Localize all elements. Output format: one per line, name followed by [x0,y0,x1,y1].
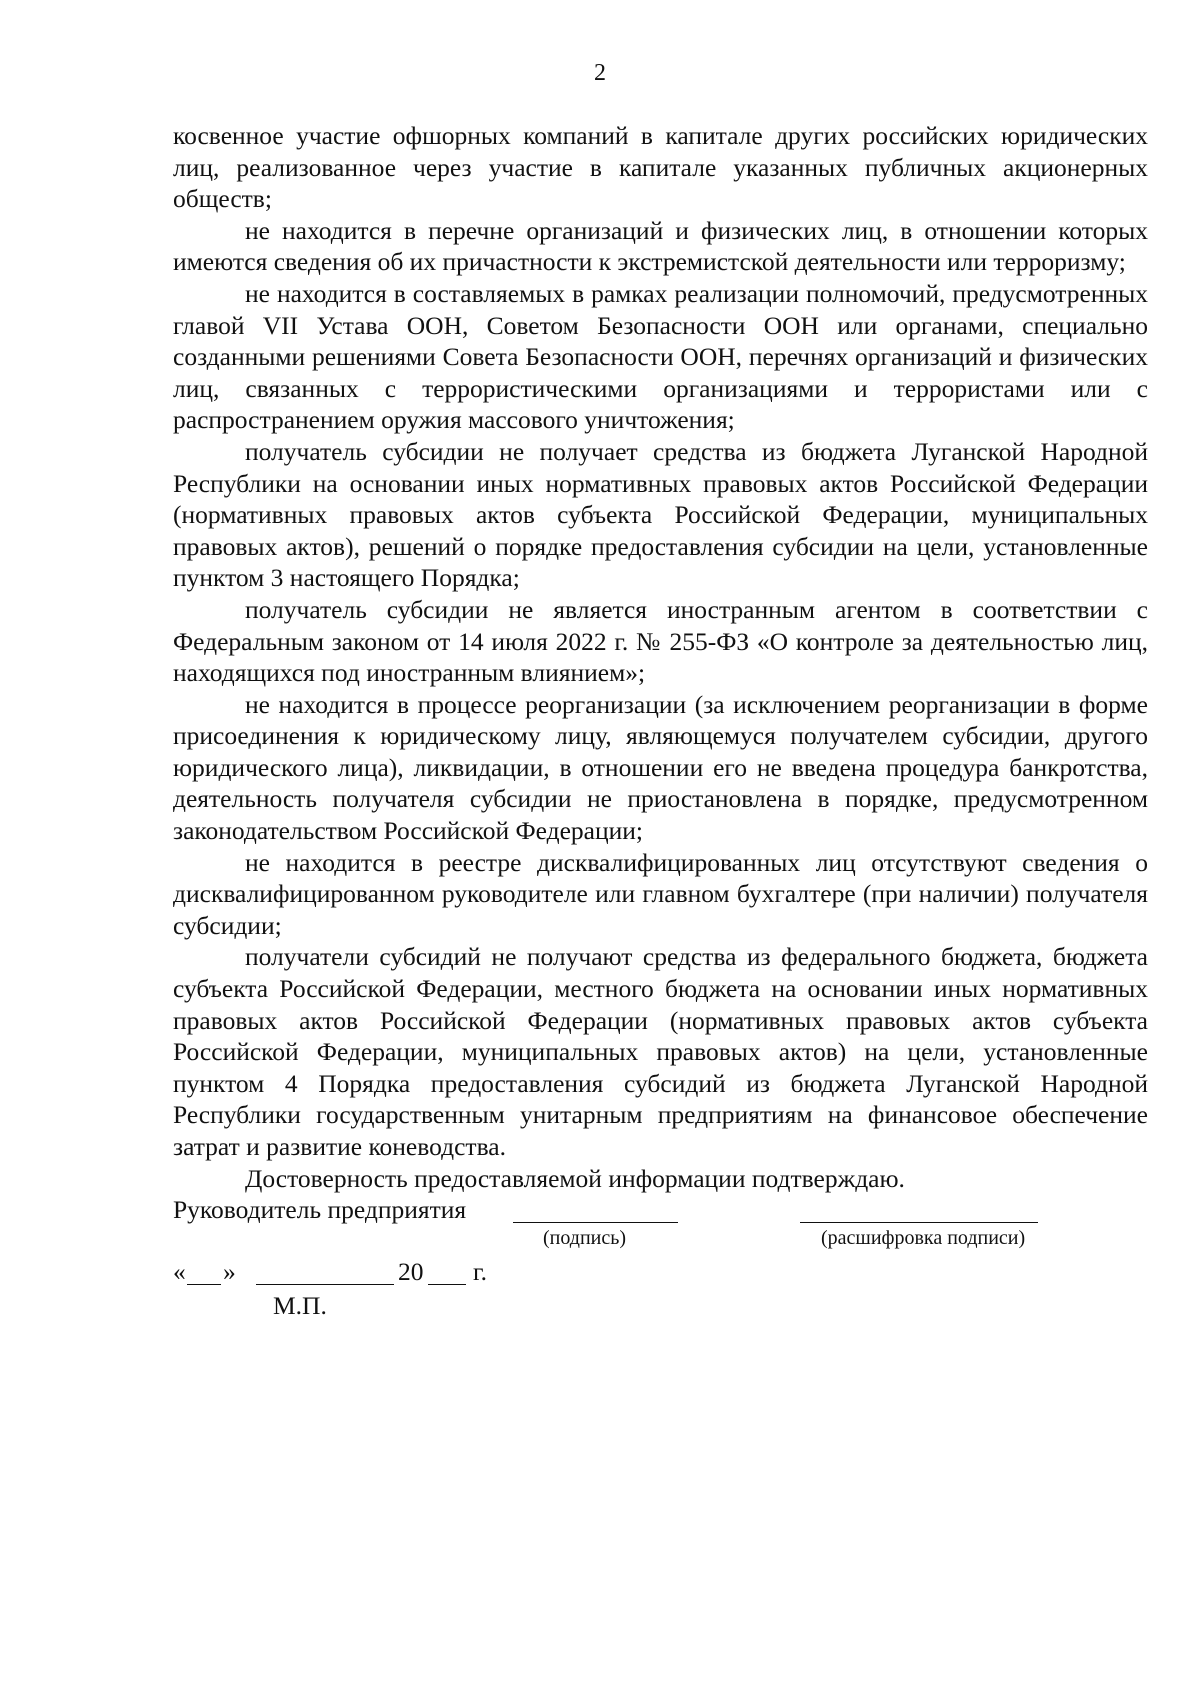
paragraph: не находится в перечне организаций и физических лиц, в отношении которых имеются сведения об их причастности к экстремистской деятельности или терроризму; [173,215,1148,277]
page-number: 2 [594,60,606,86]
paragraph: не находится в составляемых в рамках реализации полномочий, предусмотренных главой VII Устава ООН, Советом Безопасности ООН или органами, специально созданными решениями Совета Безопасности ООН, перечнях организаций и физических лиц, связанных с террористическими организациями и террористами или с распространением оружия массового уничтожения; [173,278,1148,435]
year-suffix: г. [473,1257,487,1287]
stamp-row [173,1290,1148,1324]
paragraph: получатель субсидии не является иностранным агентом в соответствии с Федеральным законом от 14 июля 2022 г. № 255-ФЗ «О контроле за деятельностью лиц, находящихся под иностранным влиянием»; [173,594,1148,688]
paragraph: не находится в реестре дисквалифицированных лиц отсутствуют сведения о дисквалифицированном руководителе или главном бухгалтере (при наличии) получателя субсидии; [173,847,1148,940]
date-line [173,1256,1148,1290]
month-blank [256,1260,394,1285]
stamp-place: М.П. [273,1291,327,1321]
year-prefix: 20 [398,1257,424,1287]
day-blank [187,1260,221,1285]
confirmation-statement: Достоверность предоставляемой информации подтверждаю. [245,1163,905,1193]
document-body [173,120,1148,1324]
date-open-quote: « [173,1257,186,1287]
signature-decoding-blank [800,1198,1038,1223]
decoding-caption: (расшифровка подписи) [821,1227,1026,1250]
paragraph: косвенное участие офшорных компаний в капитале других российских юридических лиц, реализованное через участие в капитале указанных публичных акционерных обществ; [173,121,1148,214]
signature-blank [513,1198,678,1223]
paragraph: получатели субсидий не получают средства из федерального бюджета, бюджета субъекта Российской Федерации, местного бюджета на основании иных нормативных правовых актов Российской Федерации (нормативных правовых актов субъекта Российской Федерации, муниципальных правовых актов) на цели, установленные пунктом 4 Порядка предоставления субсидий из бюджета Луганской Народной Республики государственным унитарным предприятиям на финансовое обеспечение затрат и развитие коневодства. [173,942,1148,1161]
year-blank [428,1260,466,1285]
signature-row [173,1194,1148,1226]
signature-label: Руководитель предприятия [173,1195,467,1225]
signature-captions [173,1226,1148,1256]
paragraph: не находится в процессе реорганизации (за исключением реорганизации в форме присоединения к юридическому лицу, являющемуся получателем субсидии, другого юридического лица), ликвидации, в отношении его не введена процедура банкротства, деятельность получателя субсидии не приостановлена в порядке, предусмотренном законодательством Российской Федерации; [173,689,1148,846]
signature-caption: (подпись) [543,1227,627,1250]
date-close-quote: » [223,1257,236,1287]
paragraph: получатель субсидии не получает средства из бюджета Луганской Народной Республики на основании иных нормативных правовых актов Российской Федерации (нормативных правовых актов субъекта Российской Федерации, муниципальных правовых актов), решений о порядке предоставления субсидии на цели, установленные пунктом 3 настоящего Порядка; [173,436,1148,593]
paragraph-list [173,120,1148,1163]
